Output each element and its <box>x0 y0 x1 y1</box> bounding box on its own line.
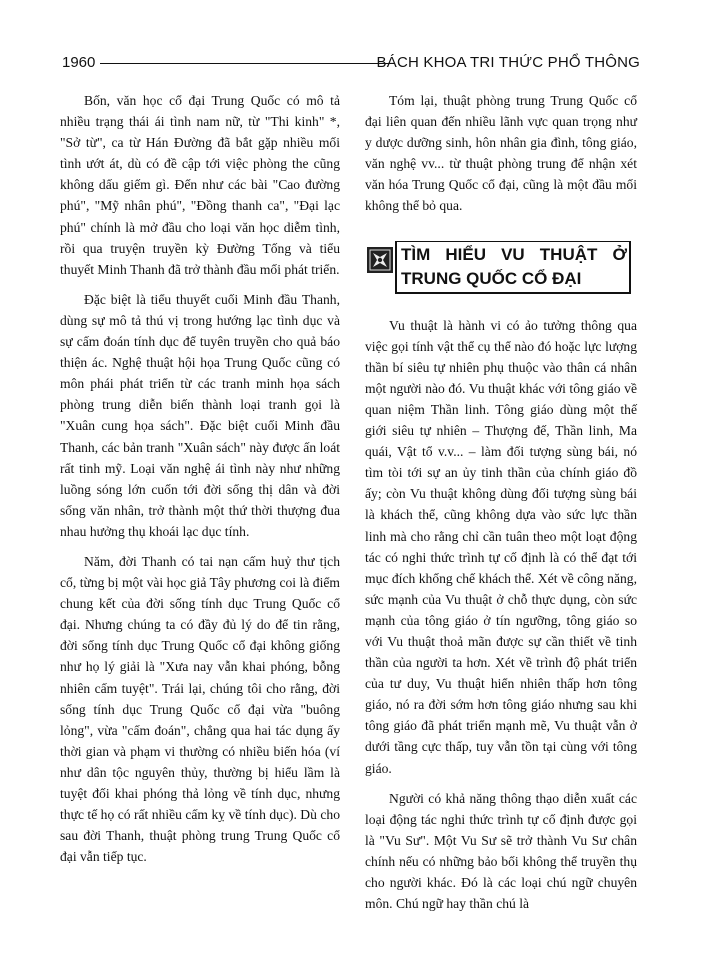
page-number: 1960 <box>62 54 96 71</box>
body-paragraph: Đặc biệt là tiểu thuyết cuối Minh đầu Thanh, dùng sự mô tả thú vị trong hướng lạc tình dục và sự cấm đoán tính dục để tuyên truyền cho quả báo thiện ác. Nghệ thuật hội họa Trung Quốc cũng có môn phái phát triển từ các tranh minh họa sách phòng trung diễn biến thành loại tranh gọi là "Xuân cung họa sách". Đặc biệt cuối Minh đầu Thanh, các bản tranh "Xuân sách" này được ấn loát rất tinh mỹ. Loại văn nghệ ái tình này như những luồng sóng lớn cuốn tới đời sống thị dân và đời sống văn nhân, trở thành một thứ thời thượng đua nhau hưởng thụ khoái lạc dục tính. <box>60 291 340 539</box>
left-column <box>60 90 340 876</box>
body-paragraph: Vu thuật là hành vi có ảo tưởng thông qua việc gọi tính vật thể cụ thể nào đó hoặc lực lượng thần bí siêu tự nhiên phụ thuộc vào thân cá nhân một người nào đó. Vu thuật khác với tông giáo về quan niệm Thần linh. Tông giáo dùng một thế giới siêu tự nhiên – Thượng đế, Thần linh, Ma quái, Vật tổ v.v... – làm đối tượng sùng bái, nó tìm tòi tới sự an ủy tinh thần của chính giáo đồ ấy; còn Vu thuật không dùng đối tượng sùng bái là khách thể, cũng không dựa vào sức lực thần linh mà cho rằng chỉ cần tuân theo một loạt động tác có nghi thức trình tự cố định là có thể đạt tới mục đích khống chế khách thể. Xét về công năng, sức mạnh của Vu thuật ở chỗ thực dụng, còn sức mạnh của tông giáo ở tín ngưỡng, tông giáo so với Vu thuật thoả mãn được sự cần thiết về tinh thần của người ta hơn. Xét về trình độ phát triển của tư duy, Vu thuật hiển nhiên thấp hơn tông giáo, nó ra đời sớm hơn tông giáo nhưng sau khi tông giáo đã phát triển mạnh mẽ, Vu thuật vẫn ở dưới tầng cực thấp, tuy vẫn tồn tại cùng với tông giáo. <box>365 317 637 776</box>
body-paragraph: Tóm lại, thuật phòng trung Trung Quốc cổ đại liên quan đến nhiều lãnh vực quan trọng như y dược dưỡng sinh, hôn nhân gia đình, tông giáo, văn nghệ vv... từ thuật phòng trung để nhận xét văn hóa Trung Quốc cổ đại, cũng là một đầu mối không thể bỏ qua. <box>365 93 637 214</box>
decorative-square-ornament-icon <box>367 247 393 273</box>
body-paragraph: Bốn, văn học cổ đại Trung Quốc có mô tả nhiều trạng thái ái tình nam nữ, từ "Thi kinh" *, "Sở từ", ca từ Hán Đường đã bắt gặp nhiều mối tình ướt át, dù có đề cập tới việc phòng the cũng không dấu giếm gì. Đến như các bài "Cao đường phú", "Mỹ nhân phú", "Đồng thanh ca", "Đại lạc phú" chính là mở đầu cho loại văn học diễm tình, rồi qua truyện truyền kỳ Đường Tống và tiểu thuyết Minh Thanh đã trở thành đầu mối phát triển. <box>60 93 340 277</box>
body-paragraph: Người có khả năng thông thạo diễn xuất các loại động tác nghi thức trình tự cố định được gọi là "Vu Sư". Một Vu Sư sẽ trở thành Vu Sư chân chính nếu có những bảo bối không thể truyền thụ cho người khác. Đó là các loại chú ngữ chuyên môn. Chú ngữ hay thần chú là <box>365 790 637 912</box>
section-heading <box>365 241 637 293</box>
header-rule <box>100 63 390 64</box>
body-paragraph: Năm, đời Thanh có tai nạn cấm huỷ thư tịch cổ, từng bị một vài học giả Tây phương coi là điểm chung kết của đời sống tính dục Trung Quốc cổ đại. Nhưng chúng ta có đầy đủ lý do để tin rằng, đời sống tính dục Trung Quốc cổ đại không giống như họ lý giải là "Xưa nay vẫn khai phóng, bỗng nhiên cấm tuyệt". Trái lại, chúng tôi cho rằng, đời sống tính dục Trung Quốc cổ đại vừa "buông lỏng", vừa "cấm đoán", chẳng qua hai tác dụng ấy thời gian và phạm vi thường có nhiều biến hóa (ví như dân tộc nguyên thủy, thường bị hiểu lầm là tuyệt đối khai phóng thả lỏng về tính dục, nhưng thực tế họ có rất nhiều cấm kỵ về tính dục). Dù cho sau đời Thanh, thuật phòng trung Trung Quốc cổ đại vẫn tiếp tục. <box>60 553 340 865</box>
running-title: BÁCH KHOA TRI THỨC PHỔ THÔNG <box>376 54 640 71</box>
section-heading-title: TÌM HIỂU VU THUẬT Ở TRUNG QUỐC CỔ ĐẠI <box>401 244 627 288</box>
page-header <box>60 52 640 74</box>
right-column <box>365 90 637 923</box>
